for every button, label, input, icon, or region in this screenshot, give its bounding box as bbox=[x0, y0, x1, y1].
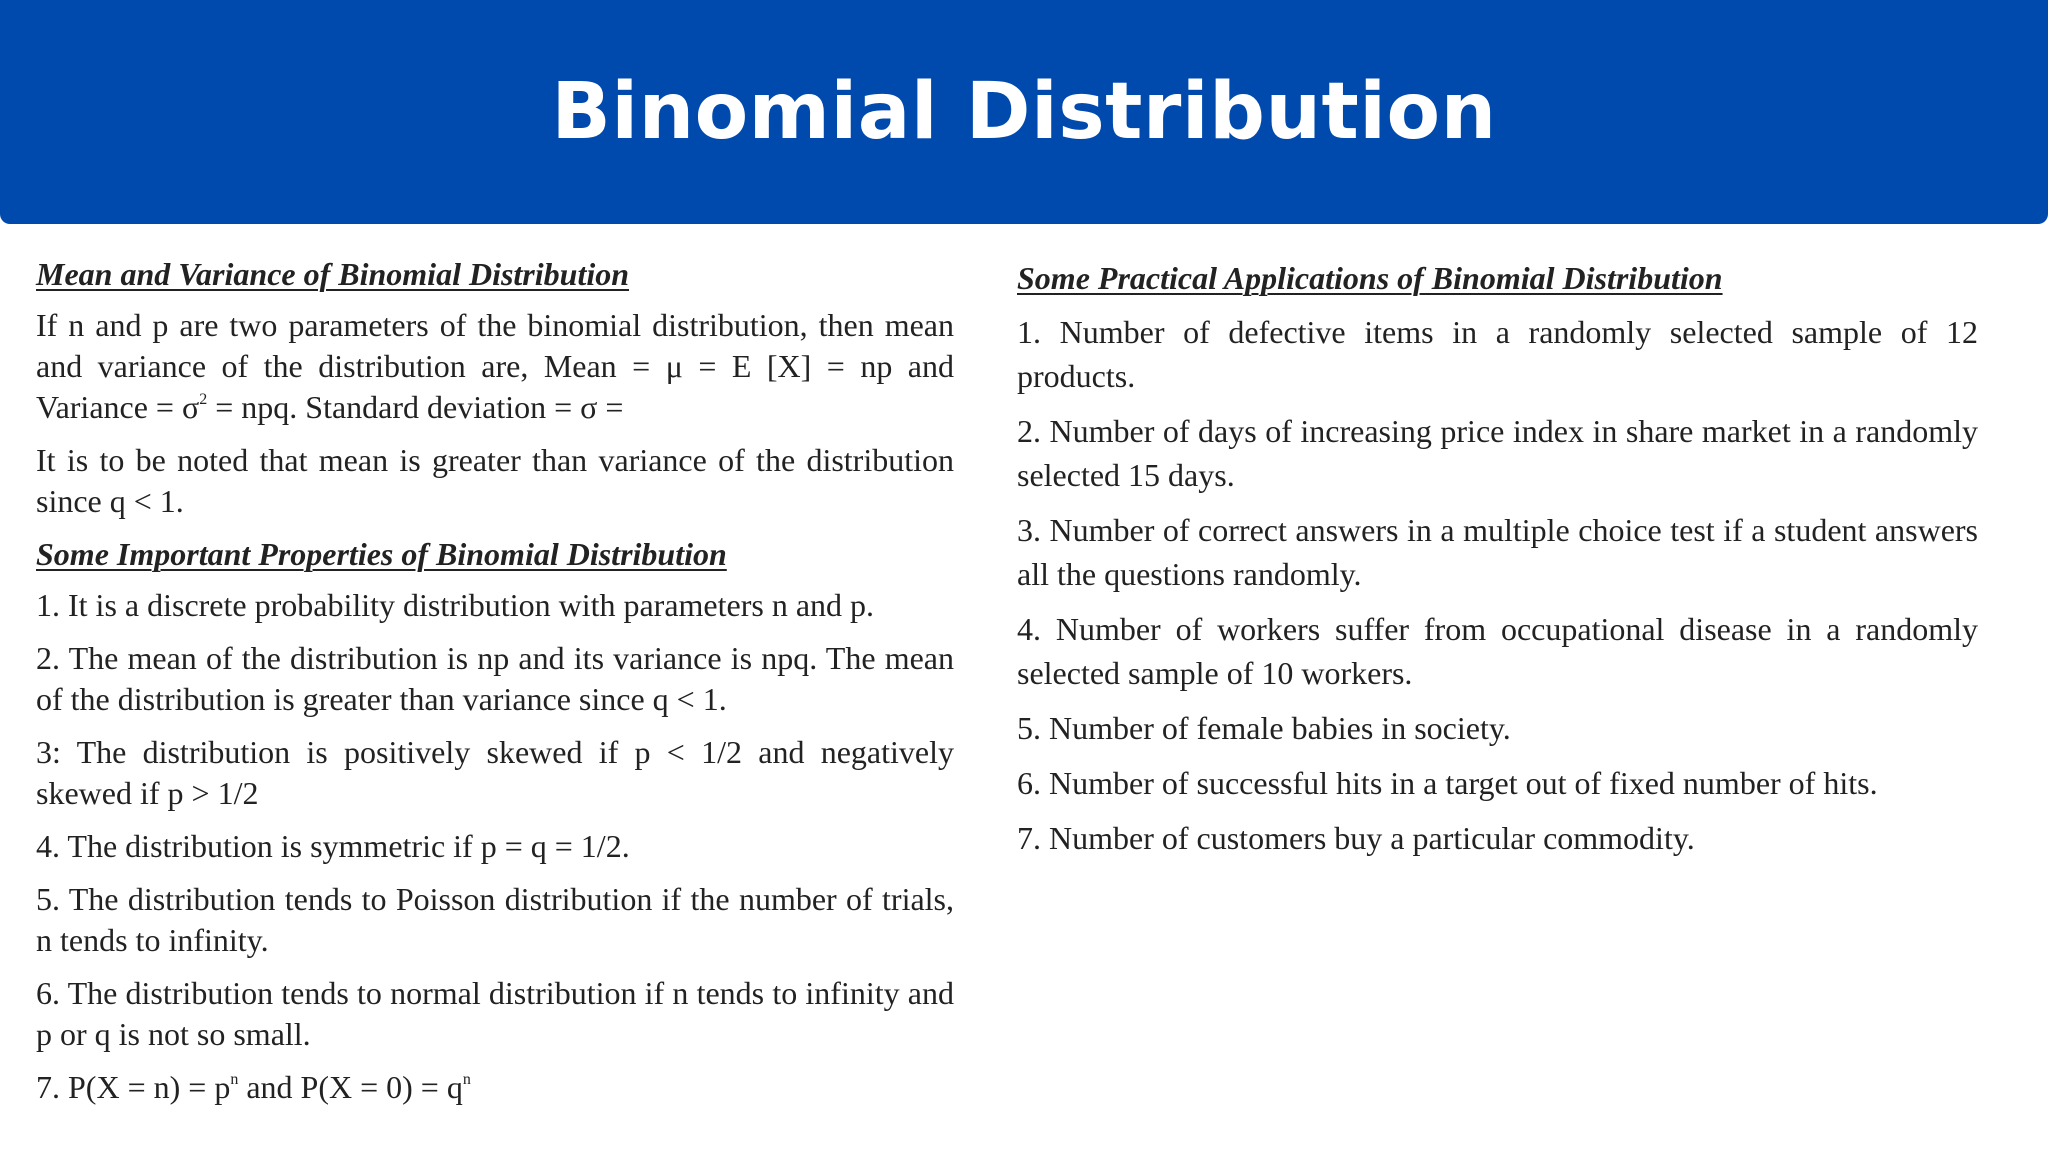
application-item: 3. Number of correct answers in a multiple choice test if a student answers all the questions randomly. bbox=[1017, 512, 1978, 592]
property-7-sup-2: n bbox=[462, 1071, 471, 1088]
right-column bbox=[1017, 256, 1978, 871]
application-item: 6. Number of successful hits in a target out of fixed number of hits. bbox=[1017, 765, 1878, 801]
left-column bbox=[36, 254, 954, 1120]
mean-variance-paragraph bbox=[36, 305, 954, 428]
property-item: 1. It is a discrete probability distribution with parameters n and p. bbox=[36, 587, 875, 623]
property-item-7 bbox=[36, 1067, 954, 1108]
application-item: 2. Number of days of increasing price index in share market in a randomly selected 15 days. bbox=[1017, 413, 1978, 493]
page-title: Binomial Distribution bbox=[551, 67, 1497, 157]
application-item: 5. Number of female babies in society. bbox=[1017, 710, 1511, 746]
property-item: 3: The distribution is positively skewed if p < 1/2 and negatively skewed if p > 1/2 bbox=[36, 734, 954, 811]
mean-variance-text-2: = npq. Standard deviation = σ = bbox=[207, 389, 624, 425]
properties-heading: Some Important Properties of Binomial Distribution bbox=[36, 536, 727, 572]
title-banner bbox=[0, 0, 2048, 224]
application-item: 1. Number of defective items in a randomly selected sample of 12 products. bbox=[1017, 314, 1978, 394]
property-item: 6. The distribution tends to normal distribution if n tends to infinity and p or q is not so small. bbox=[36, 975, 954, 1052]
applications-heading: Some Practical Applications of Binomial Distribution bbox=[1017, 260, 1723, 296]
application-item: 4. Number of workers suffer from occupational disease in a randomly selected sample of 10 workers. bbox=[1017, 611, 1978, 691]
property-7-text-1: 7. P(X = n) = p bbox=[36, 1069, 231, 1105]
application-item: 7. Number of customers buy a particular commodity. bbox=[1017, 820, 1695, 856]
property-item: 5. The distribution tends to Poisson distribution if the number of trials, n tends to infinity. bbox=[36, 881, 954, 958]
property-7-sup-1: n bbox=[230, 1071, 239, 1088]
property-item: 4. The distribution is symmetric if p = q = 1/2. bbox=[36, 828, 630, 864]
property-item: 2. The mean of the distribution is np and its variance is npq. The mean of the distribution is greater than variance since q < 1. bbox=[36, 640, 954, 717]
variance-superscript: 2 bbox=[199, 391, 208, 408]
mean-greater-note: It is to be noted that mean is greater than variance of the distribution since q < 1. bbox=[36, 442, 954, 519]
mean-variance-text-1: If n and p are two parameters of the binomial distribution, then mean and variance of the distribution are, Mean = μ = E [X] = np and Variance = σ bbox=[36, 307, 954, 425]
mean-variance-heading: Mean and Variance of Binomial Distribution bbox=[36, 256, 630, 292]
property-7-text-2: and P(X = 0) = q bbox=[238, 1069, 463, 1105]
